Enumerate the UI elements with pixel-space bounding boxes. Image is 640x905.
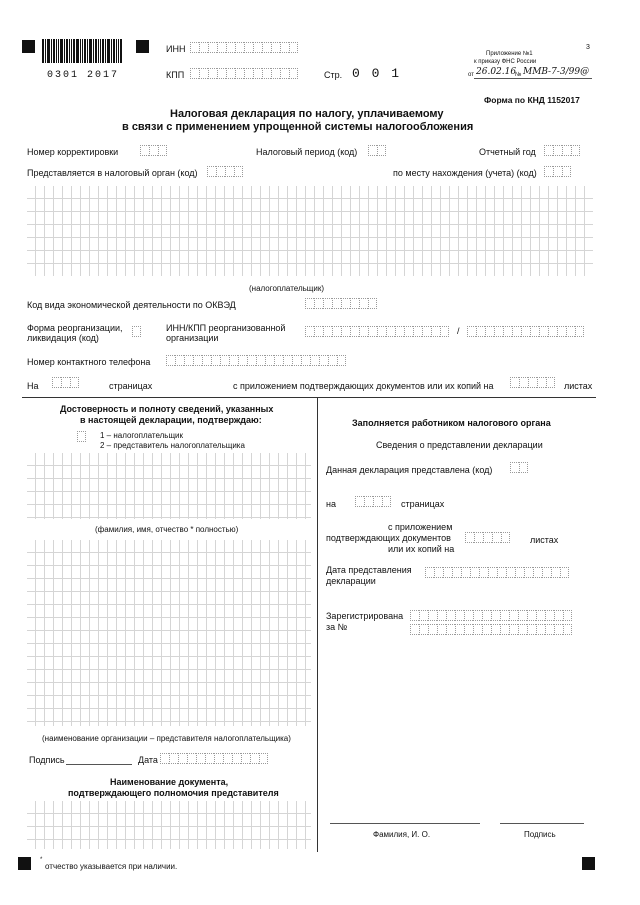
taxpayer-name-grid[interactable]: [27, 186, 593, 276]
column-divider: [317, 397, 318, 852]
sheets-label: листах: [564, 381, 593, 391]
left-date-label: Дата: [138, 755, 158, 765]
phone-label: Номер контактного телефона: [27, 357, 151, 367]
org-caption: (наименование организации – представителя налогоплательщика): [42, 734, 291, 743]
appendix-no-prefix: №: [515, 72, 522, 78]
taxpayer-caption: (налогоплательщик): [249, 284, 325, 293]
corner-marker-top-left: [22, 40, 35, 53]
right-reg-line1: Зарегистрирована: [326, 611, 404, 621]
barcode-number: 0301 2017: [47, 70, 120, 81]
doc-label-line1: Наименование документа,: [110, 777, 229, 787]
org-name-grid[interactable]: [27, 540, 311, 726]
right-attach-line3: или их копий на: [388, 544, 455, 554]
footnote: отчество указывается при наличии.: [45, 862, 178, 871]
right-reg-line2: за №: [326, 622, 348, 632]
okved-label: Код вида экономической деятельности по ОКВЭД: [27, 300, 236, 310]
left-signature-line[interactable]: [66, 764, 132, 765]
option-representative: 2 – представитель налогоплательщика: [100, 441, 245, 450]
appendix-number: ММВ-7-3/99@: [523, 67, 590, 77]
inn-field[interactable]: [190, 42, 298, 53]
appendix-date: 26.02.16: [476, 67, 517, 77]
appendix-line2: к приказу ФНС России: [474, 59, 537, 65]
left-signature-label: Подпись: [29, 755, 65, 765]
option-taxpayer: 1 – налогоплательщик: [100, 431, 184, 440]
reorg-kpp-field[interactable]: [467, 326, 584, 337]
right-date-line1: Дата представления: [326, 565, 412, 575]
tax-period-field[interactable]: [368, 145, 386, 156]
appendix-date-prefix: от: [468, 72, 474, 78]
page-value: 0 0 1: [352, 66, 402, 81]
right-date-line2: декларации: [326, 576, 376, 586]
right-heading: Заполняется работником налогового органа: [352, 418, 551, 428]
right-attach-line1: с приложением: [388, 522, 453, 532]
right-fio-label: Фамилия, И. О.: [373, 830, 431, 839]
footnote-star: *: [40, 857, 43, 863]
inn-label: ИНН: [166, 44, 186, 54]
submitted-code-field[interactable]: [510, 462, 528, 473]
correction-number-label: Номер корректировки: [27, 147, 119, 157]
right-sheets-label: листах: [530, 535, 559, 545]
corner-marker-top-right: [136, 40, 149, 53]
form-code: Форма по КНД 1152017: [484, 95, 580, 105]
submitted-to-field[interactable]: [207, 166, 243, 177]
pages-label: страницах: [109, 381, 153, 391]
location-field[interactable]: [544, 166, 571, 177]
reporting-year-label: Отчетный год: [479, 147, 536, 157]
kpp-field[interactable]: [190, 68, 298, 79]
confirm-type-field[interactable]: [77, 431, 86, 442]
submitted-code-label: Данная декларация представлена (код): [326, 465, 493, 475]
kpp-label: КПП: [166, 70, 185, 80]
corner-marker-bottom-right: [582, 857, 595, 870]
left-heading-line2: в настоящей декларации, подтверждаю:: [80, 415, 262, 425]
reporting-year-field[interactable]: [544, 145, 580, 156]
corner-marker-bottom-left: [18, 857, 31, 870]
submitted-to-label: Представляется в налоговый орган (код): [27, 168, 198, 178]
left-heading-line1: Достоверность и полноту сведений, указанных: [60, 404, 274, 414]
right-subheading: Сведения о представлении декларации: [376, 440, 543, 450]
right-sheets-field[interactable]: [465, 532, 510, 543]
right-fio-line[interactable]: [330, 823, 480, 824]
right-attach-line2: подтверждающих документов: [326, 533, 451, 543]
doc-label-line2: подтверждающего полномочия представителя: [68, 788, 279, 798]
right-pages-field[interactable]: [355, 496, 391, 507]
sheets-field[interactable]: [510, 377, 555, 388]
fio-grid[interactable]: [27, 453, 311, 519]
reorg-form-line1: Форма реорганизации,: [27, 323, 123, 333]
fio-caption: (фамилия, имя, отчество * полностью): [95, 525, 239, 534]
reorg-inn-line2: организации: [166, 333, 219, 343]
attachment-label: с приложением подтверждающих документов или их копий на: [233, 381, 494, 391]
left-date-field[interactable]: [160, 753, 268, 764]
right-on-label: на: [326, 499, 336, 509]
section-divider: [22, 397, 596, 398]
title-line1: Налоговая декларация по налогу, уплачиваемому: [170, 108, 444, 120]
okved-field[interactable]: [305, 298, 377, 309]
title-line2: в связи с применением упрощенной системы налогообложения: [122, 121, 474, 133]
page-number: 3: [586, 44, 590, 51]
reorg-form-line2: ликвидация (код): [27, 333, 99, 343]
right-signature-line[interactable]: [500, 823, 584, 824]
right-date-field[interactable]: [425, 567, 569, 578]
reorg-inn-line1: ИНН/КПП реорганизованной: [166, 323, 286, 333]
pages-field[interactable]: [52, 377, 79, 388]
barcode: [42, 39, 132, 63]
appendix-underline: [474, 78, 592, 79]
right-pages-label: страницах: [401, 499, 445, 509]
registration-number-field-row2[interactable]: [410, 624, 572, 635]
correction-number-field[interactable]: [140, 145, 167, 156]
doc-name-grid[interactable]: [27, 801, 311, 849]
right-signature-label: Подпись: [524, 830, 556, 839]
page-label: Стр.: [324, 70, 343, 80]
tax-period-label: Налоговый период (код): [256, 147, 358, 157]
location-label: по месту нахождения (учета) (код): [393, 168, 537, 178]
phone-field[interactable]: [166, 355, 346, 366]
reorg-slash: /: [457, 326, 460, 336]
reorg-form-field[interactable]: [132, 326, 141, 337]
registration-number-field[interactable]: [410, 610, 572, 621]
appendix-line1: Приложение №1: [486, 51, 533, 57]
on-label: На: [27, 381, 39, 391]
reorg-inn-field[interactable]: [305, 326, 449, 337]
